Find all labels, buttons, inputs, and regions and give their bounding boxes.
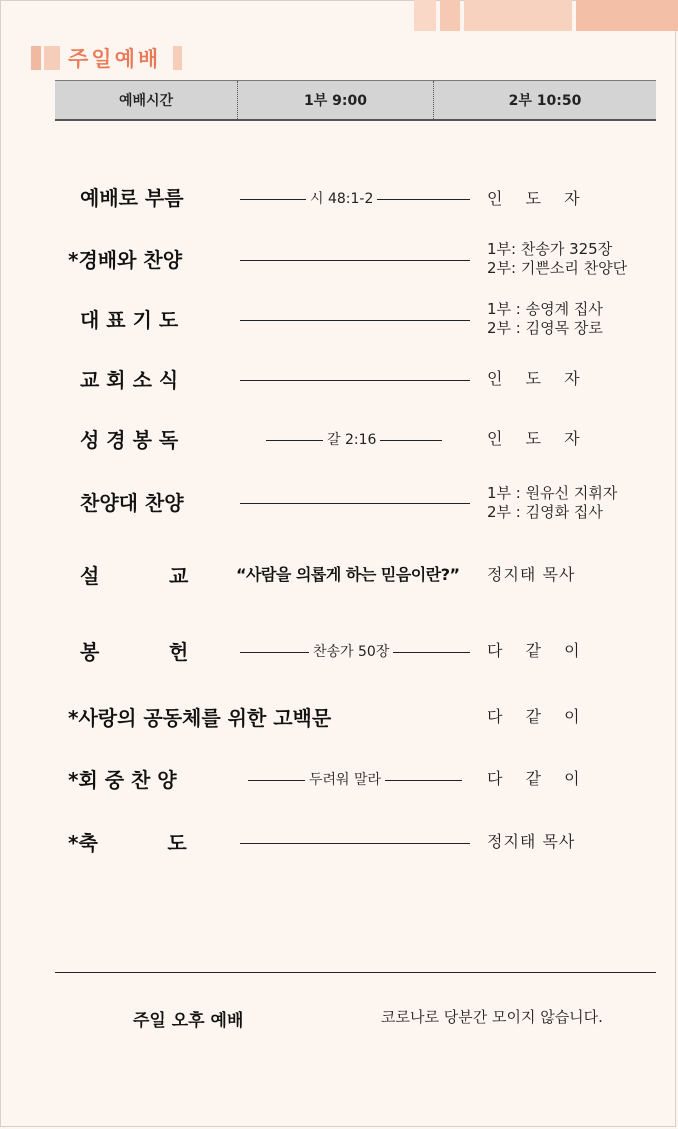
worship-time-table bbox=[55, 80, 656, 121]
order-item-title: *축 도 bbox=[68, 831, 187, 855]
title-marker-right bbox=[173, 46, 182, 70]
order-item bbox=[0, 627, 678, 677]
order-item-title: *회 중 찬 양 bbox=[68, 768, 177, 792]
order-item-leader: 다 같 이 bbox=[487, 769, 589, 788]
order-item bbox=[0, 415, 678, 465]
order-item bbox=[0, 818, 678, 868]
order-leader-line bbox=[240, 320, 470, 321]
first-service-time: 1부 9:00 bbox=[238, 81, 434, 119]
order-item-leader: 정지태 목사 bbox=[487, 565, 576, 584]
order-item-title: *사랑의 공동체를 위한 고백문 bbox=[68, 706, 332, 730]
order-item-title: 성 경 봉 독 bbox=[80, 428, 179, 452]
order-item-detail: 시 48:1-2 bbox=[306, 192, 377, 206]
order-item bbox=[0, 355, 678, 405]
order-item-leader: 인 도 자 bbox=[487, 189, 589, 208]
order-item-title: 예배로 부름 bbox=[80, 186, 184, 210]
order-item-leader-1: 1부 : 원유신 지휘자 bbox=[487, 484, 618, 502]
footer-divider bbox=[55, 972, 656, 973]
order-leader-line bbox=[240, 843, 470, 844]
time-table-label: 예배시간 bbox=[55, 81, 238, 119]
order-item bbox=[0, 235, 678, 285]
order-leader-line bbox=[240, 380, 470, 381]
order-item bbox=[0, 693, 678, 743]
sermon-title: “사람을 의롭게 하는 믿음이란?” bbox=[236, 565, 460, 584]
order-item-detail: 갈 2:16 bbox=[323, 433, 380, 447]
order-item bbox=[0, 175, 678, 225]
title-marker-left-2 bbox=[44, 46, 60, 70]
order-item-leader: 인 도 자 bbox=[487, 369, 589, 388]
order-item-detail: 찬송가 50장 bbox=[309, 645, 393, 659]
order-item bbox=[0, 295, 678, 345]
afternoon-service-notice: 코로나로 당분간 모이지 않습니다. bbox=[381, 1008, 603, 1026]
order-item bbox=[0, 478, 678, 528]
order-item-title: 설 교 bbox=[80, 564, 189, 588]
order-item-leader-2: 2부 : 김영화 집사 bbox=[487, 503, 603, 521]
order-item-detail: 두려워 말라 bbox=[305, 773, 385, 787]
title-marker-left bbox=[31, 46, 41, 70]
order-leader-line bbox=[240, 260, 470, 261]
order-item-title: 대 표 기 도 bbox=[80, 308, 179, 332]
second-service-time: 2부 10:50 bbox=[508, 93, 582, 109]
afternoon-service-label: 주일 오후 예배 bbox=[133, 1011, 244, 1031]
order-item-leader-2: 2부 : 김영목 장로 bbox=[487, 319, 603, 337]
order-item-leader-1: 1부 : 송영계 집사 bbox=[487, 300, 603, 318]
order-item-leader-2: 2부: 기쁜소리 찬양단 bbox=[487, 259, 628, 277]
order-item-title: *경배와 찬양 bbox=[68, 248, 183, 272]
order-item-leader-1: 1부: 찬송가 325장 bbox=[487, 240, 613, 258]
order-item-leader: 인 도 자 bbox=[487, 429, 589, 448]
order-item bbox=[0, 551, 678, 601]
order-item-title: 교 회 소 식 bbox=[80, 368, 179, 392]
order-item-leader: 다 같 이 bbox=[487, 707, 589, 726]
order-item bbox=[0, 755, 678, 805]
order-item-title: 찬양대 찬양 bbox=[80, 491, 184, 515]
section-title: 주일예배 bbox=[68, 47, 162, 71]
order-item-title: 봉 헌 bbox=[80, 640, 189, 664]
order-item-leader: 정지태 목사 bbox=[487, 832, 576, 851]
order-leader-line bbox=[240, 503, 470, 504]
section-header bbox=[31, 45, 182, 71]
order-item-leader: 다 같 이 bbox=[487, 641, 589, 660]
